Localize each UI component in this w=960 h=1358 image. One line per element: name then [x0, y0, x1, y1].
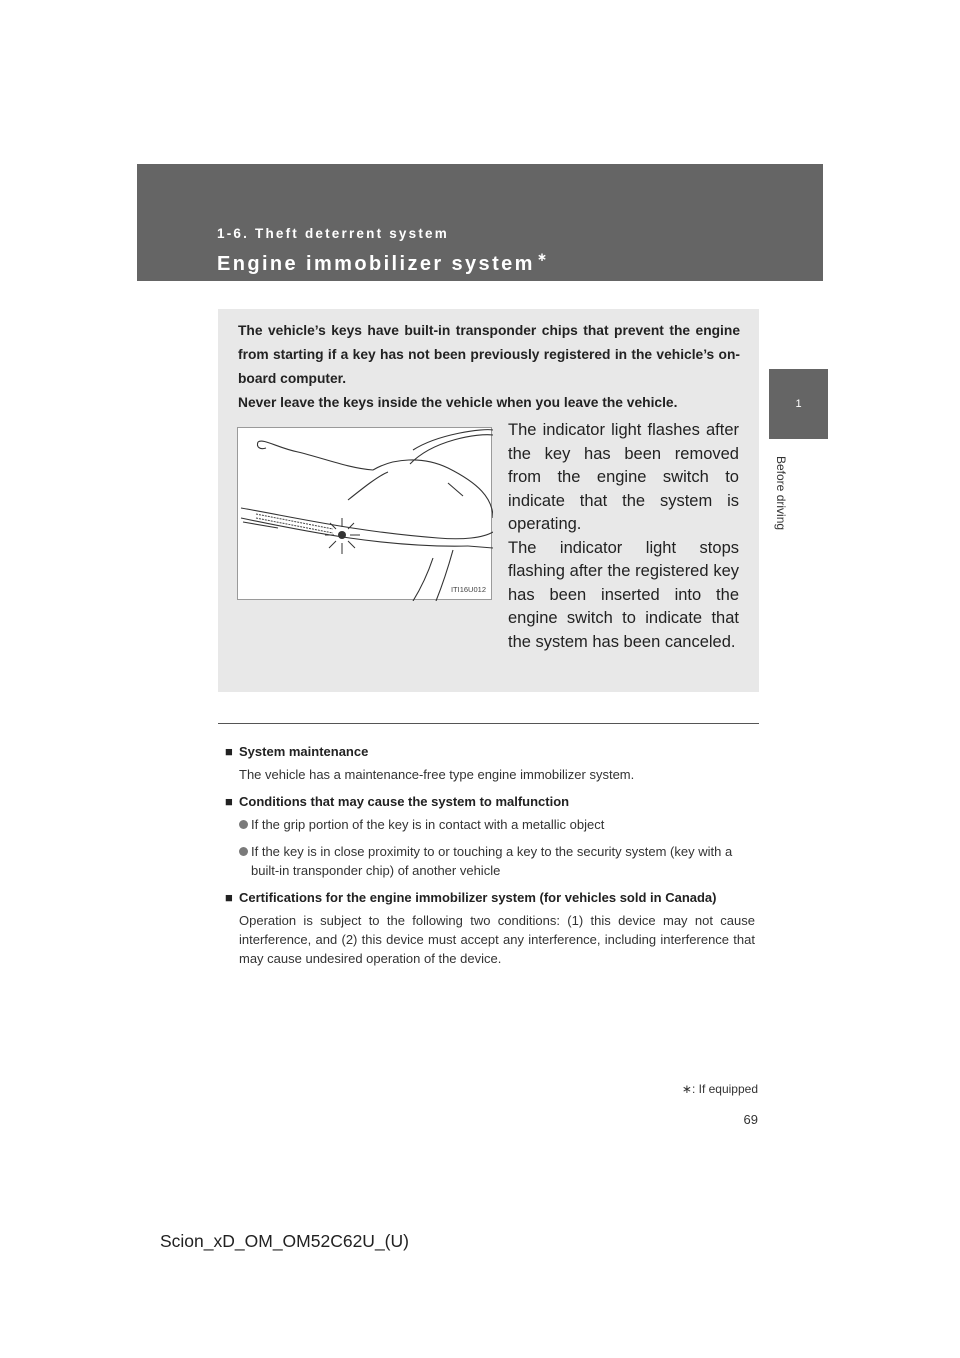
square-bullet-icon: ■ — [225, 744, 233, 759]
note-heading-malfunction — [225, 792, 755, 811]
square-bullet-icon: ■ — [225, 794, 233, 809]
indicator-light-icon — [338, 531, 346, 539]
illustration-code: ITI16U012 — [450, 585, 486, 594]
header-band — [137, 164, 823, 281]
note-heading-text: Conditions that may cause the system to malfunction — [239, 794, 570, 809]
note-heading-certification — [225, 888, 755, 907]
page-title — [217, 250, 547, 276]
note-heading-text: Certifications for the engine immobilizer system (for vehicles sold in Canada) — [239, 890, 717, 905]
circle-bullet-icon — [239, 820, 248, 829]
chapter-number: 1 — [795, 398, 802, 410]
intro-warning: Never leave the keys inside the vehicle when you leave the vehicle. — [238, 395, 678, 410]
square-bullet-icon: ■ — [225, 890, 233, 905]
page-title-text: Engine immobilizer system — [217, 253, 535, 275]
asterisk-icon: ∗ — [681, 1082, 692, 1096]
info-box — [218, 309, 759, 692]
note-heading-text: System maintenance — [239, 744, 369, 759]
note-heading-maintenance — [225, 742, 755, 761]
circle-bullet-icon — [239, 847, 248, 856]
indicator-stops-text: The indicator light stops flashing after the registered key has been inserted into the engine switch to indicate that the system has been canceled. — [508, 538, 739, 651]
note-body-maintenance: The vehicle has a maintenance-free type engine immobilizer system. — [239, 767, 635, 782]
section-divider — [218, 723, 759, 724]
list-item-text: If the grip portion of the key is in contact with a metallic object — [251, 817, 605, 832]
note-body-certification: Operation is subject to the following two conditions: (1) this device may not cause interference, and (2) this device must accept any interference, including interference that may cause undesired operation of the device. — [239, 913, 755, 966]
notes-section — [225, 742, 755, 976]
list-item — [225, 815, 755, 834]
section-label: 1-6. Theft deterrent system — [217, 226, 449, 241]
indicator-light-illustration — [237, 427, 492, 600]
dashboard-indicator-drawing — [238, 428, 493, 601]
chapter-tab-label: Before driving — [774, 456, 788, 531]
if-equipped-mark: ∗ — [536, 250, 547, 264]
intro-description: The vehicle’s keys have built-in transponder chips that prevent the engine from starting if a key has not been previously registered in the vehicle’s on-board computer. — [238, 323, 740, 386]
indicator-flashes-text: The indicator light flashes after the key has been removed from the engine switch to indicate that the system is operating. — [508, 421, 739, 533]
page-number: 69 — [743, 1112, 758, 1127]
list-item — [225, 842, 755, 880]
list-item-text: If the key is in close proximity to or touching a key to the security system (key with a built-in transponder chip) of another vehicle — [251, 844, 733, 878]
footnote-text: : If equipped — [691, 1082, 758, 1096]
chapter-tab — [769, 369, 828, 439]
footnote — [682, 1082, 758, 1096]
indicator-description — [508, 419, 739, 654]
document-id: Scion_xD_OM_OM52C62U_(U) — [160, 1231, 409, 1251]
intro-text — [238, 319, 740, 415]
